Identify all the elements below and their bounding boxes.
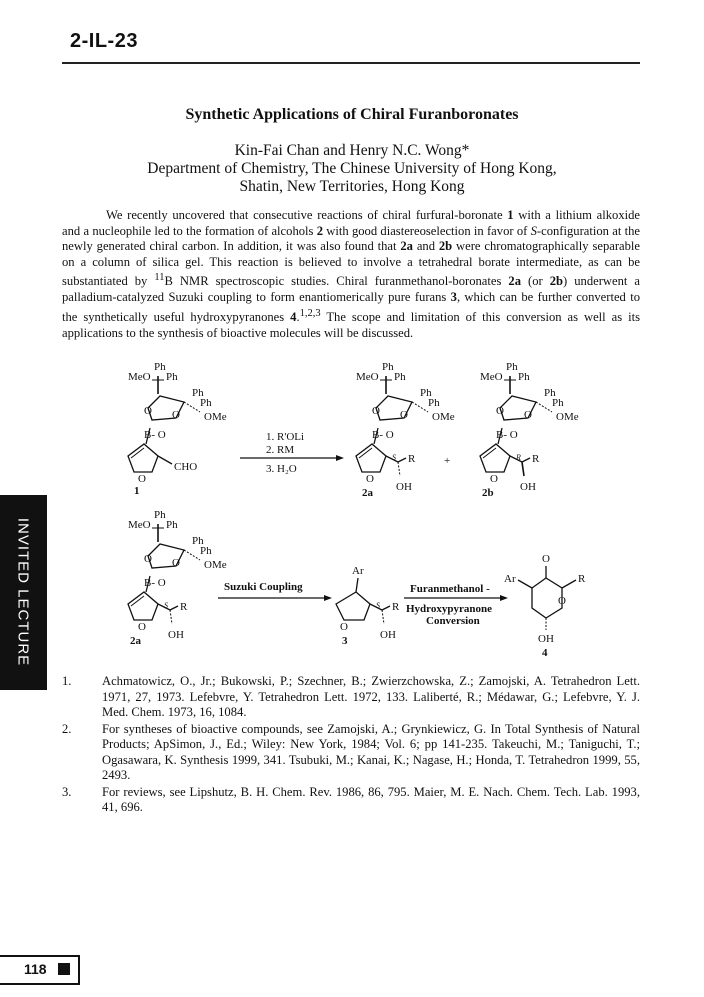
session-code: 2-IL-23	[70, 30, 138, 52]
affiliation-line-1: Department of Chemistry, The Chinese University of Hong Kong,	[147, 160, 557, 177]
svg-text:R: R	[578, 573, 586, 585]
compound-1	[128, 361, 227, 497]
svg-text:O: O	[340, 621, 348, 633]
conversion-arrow	[404, 583, 508, 627]
svg-text:R: R	[516, 453, 521, 462]
plus-sign: +	[444, 455, 451, 467]
authors: Kin-Fai Chan and Henry N.C. Wong*	[234, 142, 470, 159]
svg-text:OH: OH	[520, 481, 536, 493]
affiliation-line-2: Shatin, New Territories, Hong Kong	[239, 178, 465, 195]
svg-text:2. RM: 2. RM	[266, 444, 295, 456]
svg-text:3: 3	[342, 635, 348, 647]
header-rule	[62, 62, 640, 64]
svg-text:Ar: Ar	[352, 565, 364, 577]
svg-text:2a: 2a	[362, 487, 373, 499]
svg-text:S: S	[164, 601, 168, 610]
reference-item: 2. For syntheses of bioactive compounds, see Zamojski, A.; Grynkiewicz, G. In Total Synthesis of Natural Products; ApSimon, J., Ed.; Wiley: New York, 1984; Vol. 6; pp 141-235. Takeuchi, M.; Taniguchi, T.; Ogasawara, K. Synthesis 1999, 341. Tsubuki, M.; Kanai, K.; Nagase, H.; Honda, T. Tetrahedron 1999, 55, 2493.	[62, 721, 640, 782]
svg-text:S: S	[392, 453, 396, 462]
svg-text:2a: 2a	[130, 635, 141, 647]
paper-title: Synthetic Applications of Chiral Furanboronates	[185, 106, 519, 123]
compound-2b	[480, 361, 579, 499]
svg-text:CHO: CHO	[174, 461, 198, 473]
svg-text:Conversion: Conversion	[426, 615, 480, 627]
svg-text:1: 1	[134, 485, 140, 497]
svg-text:3. H₂O: 3. H₂O	[266, 463, 297, 475]
svg-text:OH: OH	[538, 633, 554, 645]
abstract: We recently uncovered that consecutive reactions of chiral furfural-boronate 1 with a lithium alkoxide and a nucleophile led to the formation of alcohols 2 with good diastereoselection in favor of S-configuration at the newly generated chiral carbon. In addition, it was also found that 2a and 2b were chromatographically separable on a column of silica gel. This reaction is believed to involve a tetrahedral borate intermediate, as can be substantiated by $^{11}$B NMR spectroscopic studies. Chiral furanmethanol-boronates 2a (or 2b) underwent a palladium-catalyzed Suzuki coupling to form enantiomerically pure furans 3, which can be further converted to the synthetically useful hydroxypyranones 4.$^{1,2,3}$ The scope and limitation of this conversion as well as its applications to the synthesis of bioactive molecules will be discussed.	[62, 208, 641, 340]
section-tab-label: INVITED LECTURE	[14, 517, 32, 667]
reaction-arrow-1	[240, 431, 344, 475]
compound-2a-second-row	[128, 509, 227, 647]
author-block	[0, 142, 704, 196]
svg-text:R: R	[408, 453, 416, 465]
svg-text:Ar: Ar	[504, 573, 516, 585]
reaction-scheme	[100, 358, 620, 658]
svg-text:OH: OH	[396, 481, 412, 493]
svg-text:Hydroxypyranone: Hydroxypyranone	[406, 603, 492, 615]
compound-3	[336, 565, 400, 647]
svg-text:S: S	[376, 601, 380, 610]
svg-text:R: R	[532, 453, 540, 465]
svg-text:4: 4	[542, 647, 548, 658]
svg-text:OH: OH	[168, 629, 184, 641]
page-number: 118	[24, 961, 47, 977]
reference-item: 1. Achmatowicz, O., Jr.; Bukowski, P.; Szechner, B.; Zwierzchowska, Z.; Zamojski, A. Tetrahedron Lett. 1971, 27, 1973. Lefebvre, Y. Tetrahedron Lett. 1972, 133. Laliberté, R.; Médawar, G.; Lefebvre, Y. J. Med. Chem. 1973, 16, 1084.	[62, 674, 640, 719]
svg-text:OH: OH	[380, 629, 396, 641]
reference-item: 3. For reviews, see Lipshutz, B. H. Chem. Rev. 1986, 86, 795. Maier, M. E. Nach. Chem. Tech. Lab. 1993, 41, 696.	[62, 784, 640, 814]
page-marker-square	[58, 963, 70, 975]
svg-text:Suzuki Coupling: Suzuki Coupling	[224, 581, 303, 593]
svg-text:O: O	[542, 553, 550, 565]
svg-text:2b: 2b	[482, 487, 494, 499]
references	[62, 674, 640, 817]
svg-text:R: R	[180, 601, 188, 613]
svg-text:O: O	[558, 595, 566, 607]
compound-4	[504, 553, 586, 658]
compound-2a	[356, 361, 455, 499]
svg-text:R: R	[392, 601, 400, 613]
svg-text:1. R'OLi: 1. R'OLi	[266, 431, 305, 443]
svg-text:Furanmethanol -: Furanmethanol -	[410, 583, 490, 595]
suzuki-arrow	[218, 581, 332, 601]
